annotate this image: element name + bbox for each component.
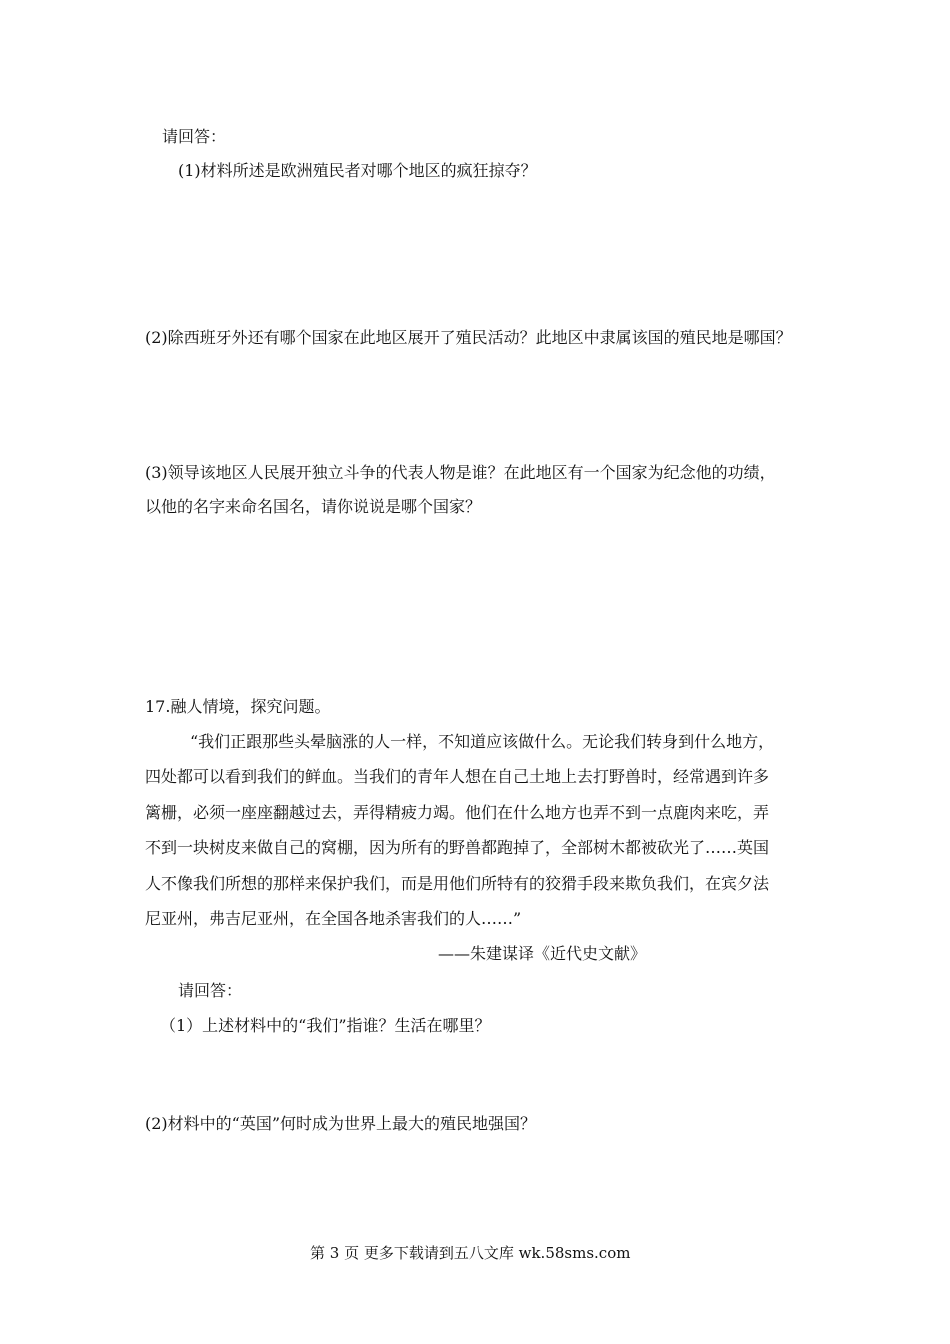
s16-question-3-line-1: (3)领导该地区人民展开独立斗争的代表人物是谁？在此地区有一个国家为纪念他的功绩， <box>145 463 776 482</box>
quote-line: 不到一块树皮来做自己的窝棚，因为所有的野兽都跑掉了，全部树木都被砍光了……英国 <box>145 838 770 857</box>
quote-line: 四处都可以看到我们的鲜血。当我们的青年人想在自己土地上去打野兽时，经常遇到许多 <box>145 767 770 786</box>
s17-heading: 17.融人情境，探究问题。 <box>145 697 331 716</box>
s16-question-2: (2)除西班牙外还有哪个国家在此地区展开了殖民活动？此地区中隶属该国的殖民地是哪国？ <box>145 328 792 347</box>
s17-question-2: (2)材料中的“英国”何时成为世界上最大的殖民地强国？ <box>145 1114 537 1133</box>
s17-question-1: （1）上述材料中的“我们”指谁？生活在哪里？ <box>160 1016 491 1035</box>
quote-line: 尼亚州，弗吉尼亚州，在全国各地杀害我们的人……” <box>145 909 522 928</box>
s16-prompt: 请回答： <box>162 127 227 146</box>
s16-question-1: (1)材料所述是欧洲殖民者对哪个地区的疯狂掠夺？ <box>178 161 537 180</box>
quote-line: 篱栅，必须一座座翻越过去，弄得精疲力竭。他们在什么地方也弄不到一点鹿肉来吃，弄 <box>145 803 770 822</box>
quote-line: “我们正跟那些头晕脑涨的人一样，不知道应该做什么。无论我们转身到什么地方， <box>190 732 775 751</box>
quote-line: 人不像我们所想的那样来保护我们，而是用他们所特有的狡猾手段来欺负我们，在宾夕法 <box>145 874 770 893</box>
s17-prompt: 请回答： <box>178 981 243 1000</box>
s16-question-3-line-2: 以他的名字来命名国名，请你说说是哪个国家？ <box>145 497 482 516</box>
quote-source: ——朱建谋译《近代史文献》 <box>438 944 647 963</box>
page-footer: 第 3 页 更多下载请到五八文库 wk.58sms.com <box>310 1244 631 1262</box>
